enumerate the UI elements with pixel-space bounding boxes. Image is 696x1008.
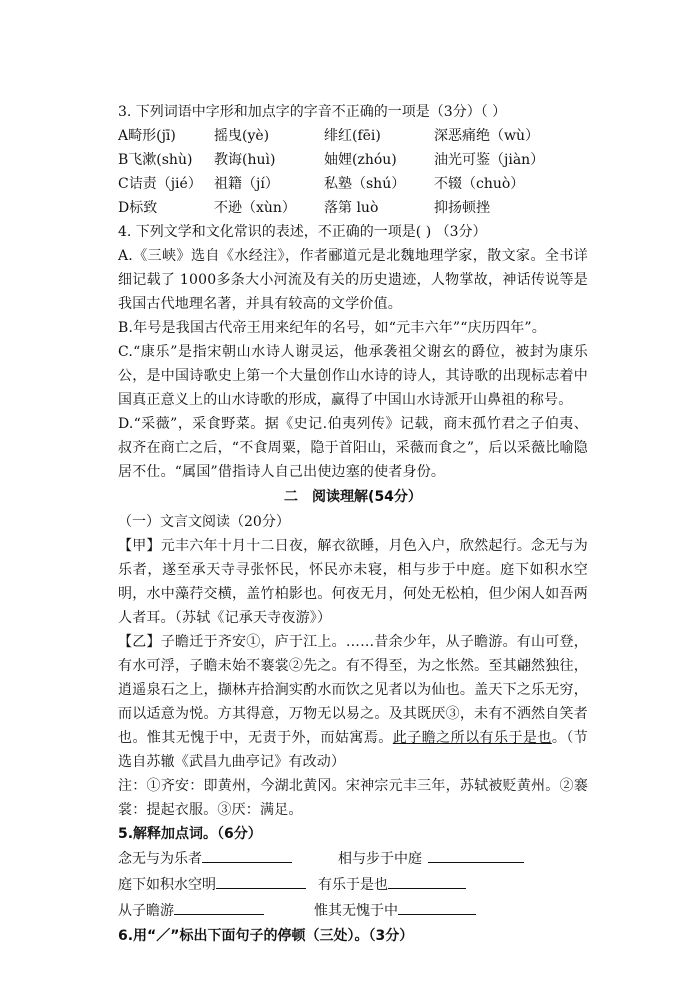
q5-item	[314, 898, 476, 924]
q3-stem: 3. 下列词语中字形和加点字的字音不正确的一项是（3分）（ ）	[118, 104, 507, 120]
section-title: 二 阅读理解(54分）	[284, 489, 422, 505]
q5-phrase: 惟其无愧于中	[314, 903, 398, 919]
q3-option-cell: 深恶痛绝（wù）	[434, 128, 539, 144]
q4-option-a: A.《三峡》选自《水经注》，作者郦道元是北魏地理学家，散文家。全书详细记载了 1000多条大小河流及有关的历史遗迹，人物掌故，神话传说等是我国古代地理名著，并具有较高的文学价值。	[118, 248, 588, 312]
q3-option-cell: C诘责（jié）	[118, 176, 202, 192]
passage-yi	[118, 630, 588, 774]
q5-phrase: 有乐于是也	[318, 877, 388, 893]
q3-option-row-a	[118, 124, 588, 148]
q3-option-row-c	[118, 172, 588, 196]
q4-option-d: D.“采薇”，采食野菜。据《史记.伯夷列传》记载，商末孤竹君之子伯夷、叔齐在商亡之后，“不食周粟，隐于首阳山，采薇而食之”，后以采薇比喻隐居不仕。“属国”借指诗人自己出使边塞的使者身份。	[118, 416, 588, 480]
q3-option-cell: 祖籍（jí）	[214, 176, 279, 192]
subsection-title: （一）文言文阅读（20分）	[118, 514, 290, 530]
q3-option-cell: 不辍（chuò）	[434, 176, 525, 192]
answer-blank[interactable]	[174, 898, 264, 915]
q5-item	[118, 898, 314, 924]
q5-fill-row	[118, 846, 588, 872]
q5-fill-row	[118, 872, 588, 898]
q4-stem: 4. 下列文学和文化常识的表述，不正确的一项是( ) （3分）	[118, 224, 487, 240]
q5-fill-row	[118, 898, 588, 924]
passage-jia: 【甲】元丰六年十月十二日夜，解衣欲睡，月色入户，欣然起行。念无与为乐者，遂至承天寺寻张怀民，怀民亦未寝，相与步于中庭。庭下如积水空明，水中藻荇交横，盖竹柏影也。何夜无月，何处无松柏，但少闲人如吾两人者耳。（苏轼《记承天寺夜游》）	[118, 538, 588, 626]
q5-item	[318, 872, 466, 898]
q3-option-cell: 油光可鉴（jiàn）	[434, 152, 545, 168]
answer-blank[interactable]	[216, 872, 306, 889]
q3-option-cell: 私塾（shú）	[324, 176, 406, 192]
q5-item	[118, 846, 338, 872]
q5-item	[338, 846, 524, 872]
passage-yi-source: 。（节选自苏辙《武昌九曲亭记》有改动）	[118, 730, 588, 770]
q3-option-cell: 绯红(fēi)	[324, 128, 381, 144]
q3-option-cell: B飞漱(shù)	[118, 152, 193, 168]
document-body	[118, 100, 588, 948]
q3-option-cell: 落第 luò	[324, 200, 379, 216]
q5-phrase: 相与步于中庭	[338, 851, 422, 867]
q3-option-cell: 抑扬顿挫	[434, 200, 490, 216]
answer-blank[interactable]	[398, 898, 476, 915]
q3-option-cell: 妯娌(zhóu)	[324, 152, 397, 168]
q3-option-cell: D标致	[118, 200, 158, 216]
q3-option-cell: 摇曳(yè)	[214, 128, 270, 144]
q3-option-cell: A畸形(jī)	[118, 128, 176, 144]
passage-yi-main: 【乙】子瞻迁于齐安①，庐于江上。……昔余少年，从子瞻游。有山可登，有水可浮，子瞻未始不褰裳②先之。有不得至，为之怅然。至其翩然独往，逍遥泉石之上，撷林卉拾涧实酌水而饮之见者以为仙也。盖天下之乐无穷，而以适意为悦。方其得意，万物无以易之。及其既厌③，未有不洒然自笑者也。惟其无愧于中，无责于外，而姑寓焉。	[118, 634, 588, 746]
q3-option-row-d	[118, 196, 588, 220]
q5-item	[118, 872, 318, 898]
passage-notes: 注：①齐安：即黄州，今湖北黄冈。宋神宗元丰三年，苏轼被贬黄州。②褰裳：提起衣服。③厌：满足。	[118, 778, 588, 818]
q3-option-cell: 教诲(huì)	[214, 152, 276, 168]
q5-stem: 5.解释加点词。（6分）	[118, 826, 262, 842]
q4-option-c: C.“康乐”是指宋朝山水诗人谢灵运，他承袭祖父谢玄的爵位，被封为康乐公，是中国诗歌史上第一个大量创作山水诗的诗人，其诗歌的出现标志着中国真正意义上的山水诗歌的形成，赢得了中国山水诗派开山鼻祖的称号。	[118, 344, 588, 408]
answer-blank[interactable]	[428, 846, 524, 863]
q4-option-b: B.年号是我国古代帝王用来纪年的名号，如“元丰六年”“庆历四年”。	[118, 320, 546, 336]
q5-phrase: 从子瞻游	[118, 903, 174, 919]
q3-option-row-b	[118, 148, 588, 172]
answer-blank[interactable]	[388, 872, 466, 889]
q5-phrase: 念无与为乐者	[118, 851, 202, 867]
q6-stem: 6.用“／”标出下面句子的停顿（三处）。（3分）	[118, 928, 414, 944]
answer-blank[interactable]	[202, 846, 292, 863]
q3-option-cell: 不逊（xùn）	[214, 200, 296, 216]
q5-phrase: 庭下如积水空明	[118, 877, 216, 893]
passage-yi-underlined: 此子瞻之所以有乐于是也	[392, 730, 552, 746]
